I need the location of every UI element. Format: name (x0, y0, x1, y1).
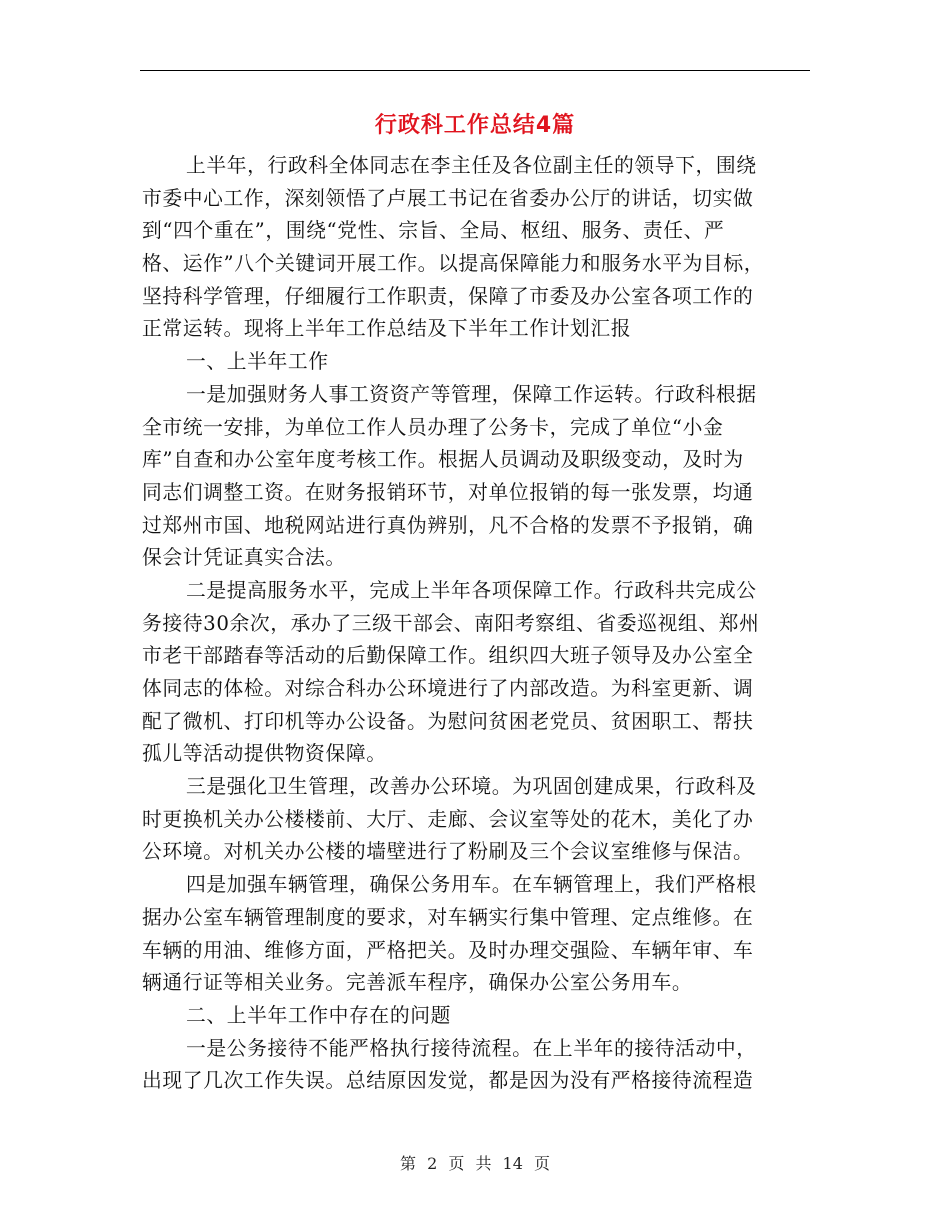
body-line: 体同志的体检。对综合科办公环境进行了内部改造。为科室更新、调 (142, 677, 754, 700)
body-line: 一、上半年工作 (186, 350, 329, 374)
document-title: 行政科工作总结4篇 (374, 113, 576, 138)
body-line: 车辆的用油、维修方面，严格把关。及时办理交强险、车辆年审、车 (142, 938, 754, 962)
body-line: 到“四个重在”，围绕“党性、宗旨、全局、枢纽、服务、责任、严 (142, 219, 725, 243)
body-line: 出现了几次工作失误。总结原因发觉，都是因为没有严格接待流程造 (142, 1069, 754, 1093)
body-line: 时更换机关办公楼楼前、大厅、走廊、会议室等处的花木，美化了办 (142, 807, 754, 831)
body-line: 四是加强车辆管理，确保公务用车。在车辆管理上，我们严格根 (186, 873, 757, 897)
body-line: 三是强化卫生管理，改善办公环境。为巩固创建成果，行政科及 (186, 775, 757, 799)
body-line: 二是提高服务水平，完成上半年各项保障工作。行政科共完成公 (186, 578, 757, 602)
document-body (142, 150, 806, 1098)
body-line: 辆通行证等相关业务。完善派车程序，确保办公室公务用车。 (142, 971, 693, 995)
body-line: 全市统一安排，为单位工作人员办理了公务卡，完成了单位“小金 (142, 415, 724, 439)
body-line: 孤儿等活动提供物资保障。 (142, 742, 387, 766)
body-line: 市老干部踏春等活动的后勤保障工作。组织四大班子领导及办公室全 (142, 644, 754, 668)
body-line: 市委中心工作，深刻领悟了卢展工书记在省委办公厅的讲话，切实做 (142, 186, 754, 210)
body-line: 配了微机、打印机等办公设备。为慰问贫困老党员、贫困职工、帮扶 (142, 709, 754, 733)
body-line: 二、上半年工作中存在的问题 (186, 1003, 451, 1027)
page-footer: 第 2 页 共 14 页 (400, 1154, 550, 1173)
body-line: 公环境。对机关办公楼的墙壁进行了粉刷及三个会议室维修与保洁。 (142, 840, 754, 864)
body-line: 保会计凭证真实合法。 (142, 546, 346, 570)
body-line: 务接待30余次，承办了三级干部会、南阳考察组、省委巡视组、郑州 (142, 611, 760, 635)
body-line: 格、运作”八个关键词开展工作。以提高保障能力和服务水平为目标， (142, 252, 765, 276)
body-line: 库”自查和办公室年度考核工作。根据人员调动及职级变动，及时为 (142, 448, 744, 472)
body-line: 同志们调整工资。在财务报销环节，对单位报销的每一张发票，均通 (142, 480, 754, 504)
body-line: 一是加强财务人事工资资产等管理，保障工作运转。行政科根据 (186, 382, 757, 406)
body-line: 过郑州市国、地税网站进行真伪辨别，凡不合格的发票不予报销，确 (142, 513, 754, 537)
body-line: 一是公务接待不能严格执行接待流程。在上半年的接待活动中， (186, 1036, 757, 1060)
header-rule (140, 70, 810, 71)
body-line: 正常运转。现将上半年工作总结及下半年工作计划汇报 (142, 317, 632, 341)
body-line: 上半年，行政科全体同志在李主任及各位副主任的领导下，围绕 (186, 154, 757, 177)
body-line: 坚持科学管理，仔细履行工作职责，保障了市委及办公室各项工作的 (142, 284, 754, 308)
body-line: 据办公室车辆管理制度的要求，对车辆实行集中管理、定点维修。在 (142, 905, 754, 929)
